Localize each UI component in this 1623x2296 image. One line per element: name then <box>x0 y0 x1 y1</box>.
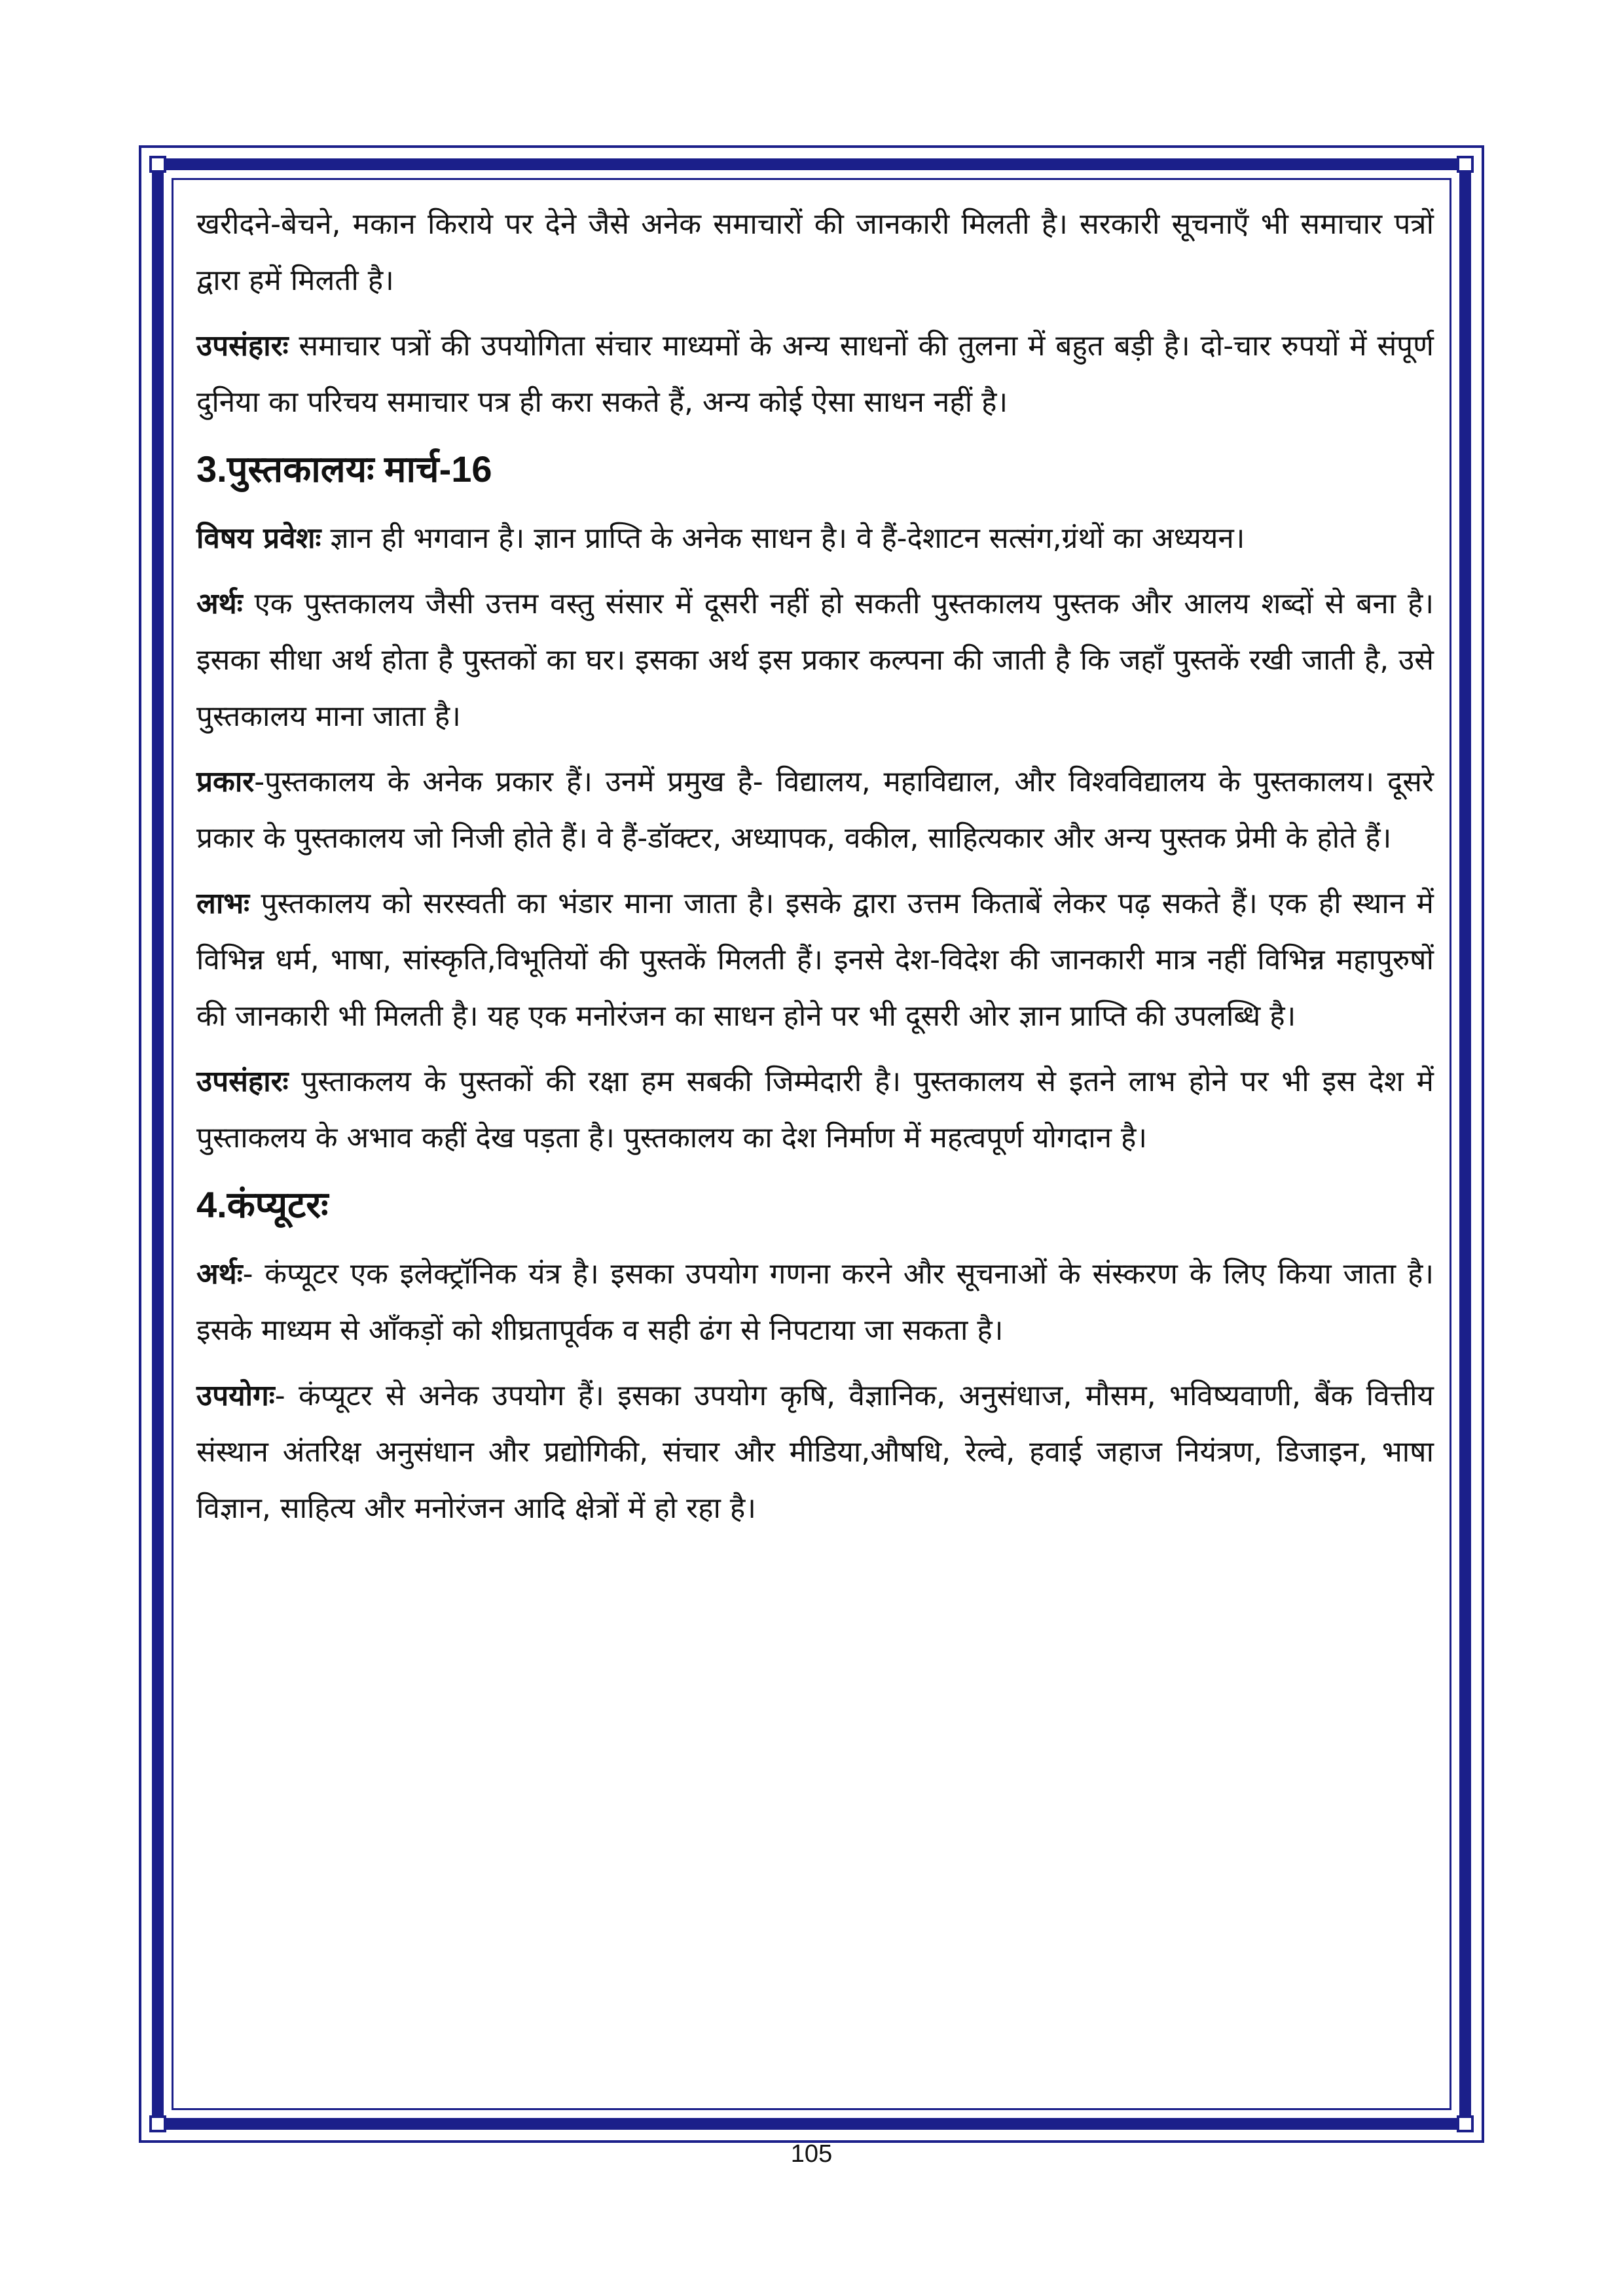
section-heading-library: 3.पुस्तकालयः मार्च-16 <box>196 448 492 490</box>
newspaper-conclusion-paragraph <box>196 318 1434 431</box>
paragraph-label: लाभः <box>196 887 250 920</box>
library-types-paragraph <box>196 754 1434 867</box>
border-corner-bottom-right <box>1445 2104 1484 2143</box>
library-intro-paragraph <box>196 511 1434 567</box>
library-conclusion-paragraph <box>196 1054 1434 1166</box>
computer-meaning-paragraph <box>196 1246 1434 1359</box>
paragraph-label: प्रकार <box>196 765 255 798</box>
computer-uses-paragraph <box>196 1368 1434 1537</box>
intro-continuation-paragraph: खरीदने-बेचने, मकान किराये पर देने जैसे अनेक समाचारों की जानकारी मिलती है। सरकारी सूचनाएँ भी समाचार पत्रों द्वारा हमें मिलती है। <box>196 207 1434 297</box>
paragraph-label: अर्थः <box>196 587 243 620</box>
border-corner-bottom-left <box>139 2104 178 2143</box>
paragraph-text: एक पुस्तकालय जैसी उत्तम वस्तु संसार में दूसरी नहीं हो सकती पुस्तकालय पुस्तक और आलय शब्दों से बना है। इसका सीधा अर्थ होता है पुस्तकों का घर। इसका अर्थ इस प्रकार कल्पना की जाती है कि जहाँ पुस्तकें रखी जाती है, उसे पुस्तकालय माना जाता है। <box>196 587 1434 733</box>
border-corner-top-right <box>1445 145 1484 185</box>
paragraph-label: अर्थः <box>196 1257 243 1291</box>
page-number: 105 <box>790 2140 833 2168</box>
library-meaning-paragraph <box>196 576 1434 745</box>
library-benefits-paragraph <box>196 876 1434 1045</box>
paragraph-text: पुस्ताकलय के पुस्तकों की रक्षा हम सबकी जिम्मेदारी है। पुस्तकालय से इतने लाभ होने पर भी इस देश में पुस्ताकलय के अभाव कहीं देख पड़ता है। पुस्तकालय का देश निर्माण में महत्वपूर्ण योगदान है। <box>196 1065 1434 1155</box>
paragraph-text: समाचार पत्रों की उपयोगिता संचार माध्यमों के अन्य साधनों की तुलना में बहुत बड़ी है। दो-चार रुपयों में संपूर्ण दुनिया का परिचय समाचार पत्र ही करा सकते हैं, अन्य कोई ऐसा साधन नहीं है। <box>196 329 1434 419</box>
section-heading-computer: 4.कंप्यूटरः <box>196 1184 329 1225</box>
paragraph-text: - कंप्यूटर से अनेक उपयोग हैं। इसका उपयोग कृषि, वैज्ञानिक, अनुसंधाज, मौसम, भविष्यवाणी, बैंक वित्तीय संस्थान अंतरिक्ष अनुसंधान और प्रद्योगिकी, संचार और मीडिया,औषधि, रेल्वे, हवाई जहाज नियंत्रण, डिजाइन, भाषा विज्ञान, साहित्य और मनोरंजन आदि क्षेत्रों में हो रहा है। <box>196 1379 1434 1525</box>
border-corner-top-left <box>139 145 178 185</box>
paragraph-label: विषय प्रवेशः <box>196 522 321 555</box>
paragraph-label: उपसंहारः <box>196 329 289 363</box>
paragraph-text: ज्ञान ही भगवान है। ज्ञान प्राप्ति के अनेक साधन है। वे हैं-देशाटन सत्संग,ग्रंथों का अध्ययन। <box>321 522 1245 555</box>
paragraph-text: पुस्तकालय को सरस्वती का भंडार माना जाता है। इसके द्वारा उत्तम किताबें लेकर पढ़ सकते हैं। एक ही स्थान में विभिन्न धर्म, भाषा, सांस्कृति,विभूतियों की पुस्तकें मिलती हैं। इनसे देश-विदेश की जानकारी मात्र नहीं विभिन्न महापुरुषों की जानकारी भी मिलती है। यह एक मनोरंजन का साधन होने पर भी दूसरी ओर ज्ञान प्राप्ति की उपलब्धि है। <box>196 887 1434 1033</box>
paragraph-label: उपयोगः <box>196 1379 275 1412</box>
page-content <box>196 196 1434 1546</box>
paragraph-label: उपसंहारः <box>196 1065 289 1098</box>
paragraph-text: - कंप्यूटर एक इलेक्ट्रॉनिक यंत्र है। इसका उपयोग गणना करने और सूचनाओं के संस्करण के लिए किया जाता है। इसके माध्यम से आँकड़ों को शीघ्रतापूर्वक व सही ढंग से निपटाया जा सकता है। <box>196 1257 1434 1347</box>
paragraph-text: -पुस्तकालय के अनेक प्रकार हैं। उनमें प्रमुख है- विद्यालय, महाविद्याल, और विश्वविद्यालय के पुस्तकालय। दूसरे प्रकार के पुस्तकालय जो निजी होते हैं। वे हैं-डॉक्टर, अध्यापक, वकील, साहित्यकार और अन्य पुस्तक प्रेमी के होते हैं। <box>196 765 1434 855</box>
